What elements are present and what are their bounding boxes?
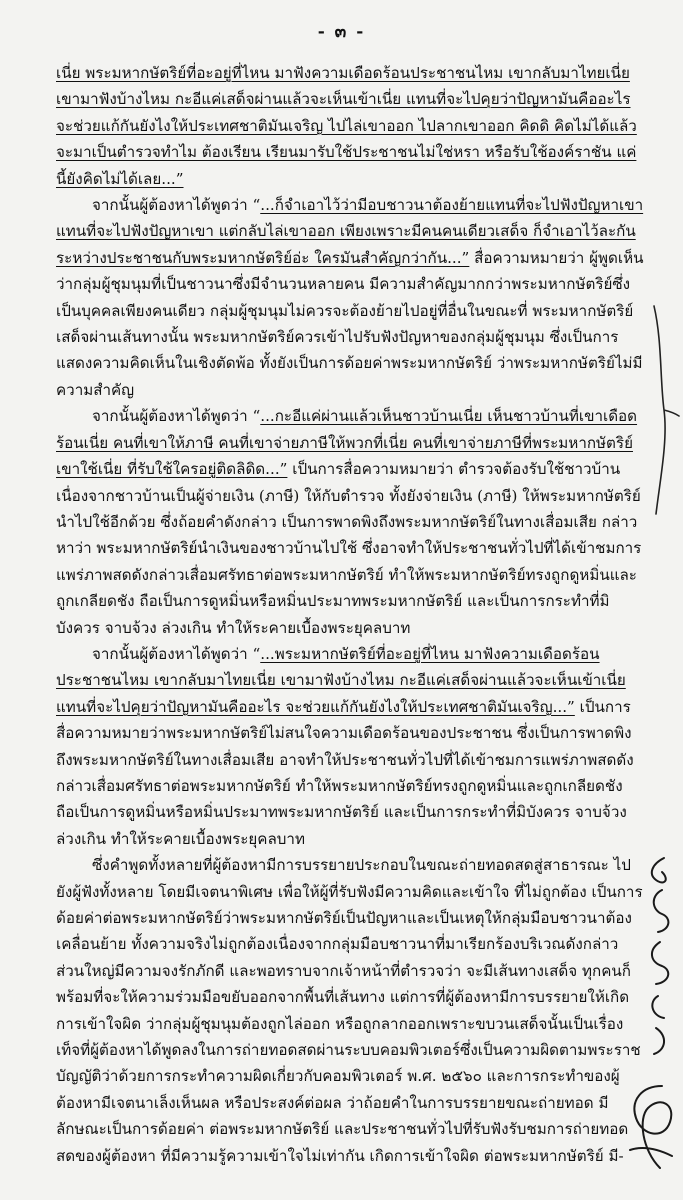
page-number: - ๓ -: [317, 22, 366, 42]
margin-bracket-mark: [646, 300, 682, 520]
body-text: เป็นการสื่อความหมายว่า ตำรวจต้องรับใช้ชาวบ้าน เนื่องจากชาวบ้านเป็นผู้จ่ายเงิน (ภาษี) ให้กับตำรวจ ทั้งยังจ่ายเงิน (ภาษี) ให้พระมหากษัตริย์นำไปใช้อีกด้วย ซึ่งถ้อยคำดังกล่าว เป็นการพาดพิงถึงพระมหากษัตริย์ในทางเสื่อมเสีย กล่าวหาว่า พระมหากษัตริย์นำเงินของชาวบ้านไปใช้ ซึ่งอาจทำให้ประชาชนทั่วไปที่ได้เข้าชมการแพร่ภาพสดดังกล่าวเสื่อมศรัทธาต่อพระมหากษัตริย์ ทำให้พระมหากษัตริย์ทรงถูกดูหมิ่นและถูกเกลียดชัง ถือเป็นการดูหมิ่นหรือหมิ่นประมาทพระมหากษัตริย์ และเป็นการกระทำที่มิบังควร จาบจ้วง ล่วงเกิน ทำให้ระคายเบื้องพระยุคลบาท: [56, 460, 642, 637]
quoted-statement: เนี่ย พระมหากษัตริย์ที่อะอยู่ที่ไหน มาฟังความเดือดร้อนประชาชนไหม เขากลับมาไทยเนี่ย เขามาฟังบ้างไหม กะอีแค่เสด็จผ่านแล้วจะเห็นเข้าเนี่ย แทนที่จะไปคุยว่าปัญหามันคืออะไร จะช่วยแก้กันยังไงให้ประเทศชาติมันเจริญ ไปไล่เขาออก ไปลากเขาออก คิดดิ คิดไม่ได้แล้วจะมาเป็นตำรวจทำไม ต้องเรียน เรียนมารับใช้ประชาชนไม่ใช่หรา หรือรับใช้องค์ราชัน แค่นี้ยังคิดไม่ได้เลย...”: [56, 64, 637, 188]
paragraph-2: [56, 192, 644, 403]
quoted-statement: ...พระมหากษัตริย์ที่อะอยู่ที่ไหน มาฟังความเดือดร้อนประชาชนไหม เขากลับมาไทยเนี่ย เขามาฟังบ้างไหม กะอีแค่เสด็จผ่านแล้วจะเห็นเข้าเนี่ย แทนที่จะไปคุยว่าปัญหามันคืออะไร จะช่วยแก้กันยังไงให้ประเทศชาติมันเจริญ...”: [56, 644, 626, 716]
body-text: เป็นการสื่อความหมายว่าพระมหากษัตริย์ไม่สนใจความเดือดร้อนของประชาชน ซึ่งเป็นการพาดพิงถึงพระมหากษัตริย์ในทางเสื่อมเสีย อาจทำให้ประชาชนทั่วไปที่ได้เข้าชมการแพร่ภาพสดดังกล่าวเสื่อมศรัทธาต่อพระมหากษัตริย์ ทำให้พระมหากษัตริย์ทรงถูกดูหมิ่นและถูกเกลียดชัง ถือเป็นการดูหมิ่นหรือหมิ่นประมาทพระมหากษัตริย์ และเป็นการกระทำที่มิบังควร จาบจ้วง ล่วงเกิน ทำให้ระคายเบื้องพระยุคลบาท: [56, 697, 634, 848]
body-text: จากนั้นผู้ต้องหาได้พูดว่า “: [92, 196, 261, 215]
quoted-statement: ...ก็จำเอาไว้ว่ามีอบชาวนาต้องย้ายแทนที่จะไปฟังปัญหาเขา แทนที่จะไปฟังปัญหาเขา แต่กลับไล่เขาออก เพียงเพราะมีคนคนเดียวเสด็จ ก็จำเอาไว้ละกัน ระหว่างประชาชนกับพระมหากษัตริย์อ่ะ ใครมันสำคัญกว่ากัน...”: [56, 196, 644, 267]
document-body: [56, 60, 644, 1169]
body-text: จากนั้นผู้ต้องหาได้พูดว่า “: [92, 407, 261, 426]
handwritten-signature: [612, 850, 682, 1180]
paragraph-3: [56, 403, 644, 641]
paragraph-5: [56, 852, 644, 1169]
paragraph-1: [56, 60, 644, 192]
quoted-statement: ...กะอีแค่ผ่านแล้วเห็นชาวบ้านเนี่ย เห็นชาวบ้านที่เขาเดือดร้อนเนี่ย คนที่เขาให้ภาษี คนที่เขาจ่ายภาษีให้พวกที่เนี่ย คนที่เขาจ่ายภาษีที่พระมหากษัตริย์เขาใช้เนี่ย ที่รับใช้ใครอยู่ติดลิดิด...”: [56, 407, 638, 479]
body-text: สื่อความหมายว่า ผู้พูดเห็นว่ากลุ่มผู้ชุมนุมที่เป็นชาวนาซึ่งมีจำนวนหลายคน มีความสำคัญมากกว่าพระมหากษัตริย์ซึ่งเป็นบุคคลเพียงคนเดียว กลุ่มผู้ชุมนุมไม่ควรจะต้องย้ายไปอยู่ที่อื่นในขณะที่ พระมหากษัตริย์เสด็จผ่านเส้นทางนั้น พระมหากษัตริย์ควรเข้าไปรับฟังปัญหาของกลุ่มผู้ชุมนุม ซึ่งเป็นการแสดงความคิดเห็นในเชิงตัดพ้อ ทั้งยังเป็นการด้อยค่าพระมหากษัตริย์ ว่าพระมหากษัตริย์ไม่มีความสำคัญ: [56, 248, 644, 399]
paragraph-4: [56, 641, 644, 852]
body-text: ซึ่งคำพูดทั้งหลายที่ผู้ต้องหามีการบรรยายประกอบในขณะถ่ายทอดสดสู่สาธารณะ ไปยังผู้ฟังทั้งหลาย โดยมีเจตนาพิเศษ เพื่อให้ผู้ที่รับฟังมีความคิดและเข้าใจ ที่ไม่ถูกต้อง เป็นการด้อยค่าต่อพระมหากษัตริย์ว่าพระมหากษัตริย์เป็นปัญหาและเป็นเหตุให้กลุ่มมือบชาวนาต้องเคลื่อนย้าย ทั้งความจริงไม่ถูกต้องเนื่องจากกลุ่มมือบชาวนาที่มาเรียกร้องบริเวณดังกล่าว ส่วนใหญ่มีความจงรักภักดี และพอทราบจากเจ้าหน้าที่ตำรวจว่า จะมีเส้นทางเสด็จ ทุกคนก็พร้อมที่จะให้ความร่วมมือขยับออกจากพื้นที่เส้นทาง แต่การที่ผู้ต้องหามีการบรรยายให้เกิดการเข้าใจผิด ว่ากลุ่มผู้ชุมนุมต้องถูกไล่ออก หรือถูกลากออกเพราะขบวนเสด็จนั้นเป็นเรื่องเท็จที่ผู้ต้องหาได้พูดลงในการถ่ายทอดสดผ่านระบบคอมพิวเตอร์ซึ่งเป็นความผิดตามพระราชบัญญัติว่าด้วยการกระทำความผิดเกี่ยวกับคอมพิวเตอร์ พ.ศ. ๒๕๖๐ และการกระทำของผู้ต้องหามีเจตนาเล็งเห็นผล หรือประสงค์ต่อผล ว่าถ้อยคำในการบรรยายขณะถ่ายทอด มีลักษณะเป็นการด้อยค่า ต่อพระมหากษัตริย์ และประชาชนทั่วไปที่รับฟังรับชมการถ่ายทอดสดของผู้ต้องหา ที่มีความรู้ความเข้าใจไม่เท่ากัน เกิดการเข้าใจผิด ต่อพระมหากษัตริย์ มี-: [56, 856, 643, 1165]
body-text: จากนั้นผู้ต้องหาได้พูดว่า “: [92, 644, 261, 663]
